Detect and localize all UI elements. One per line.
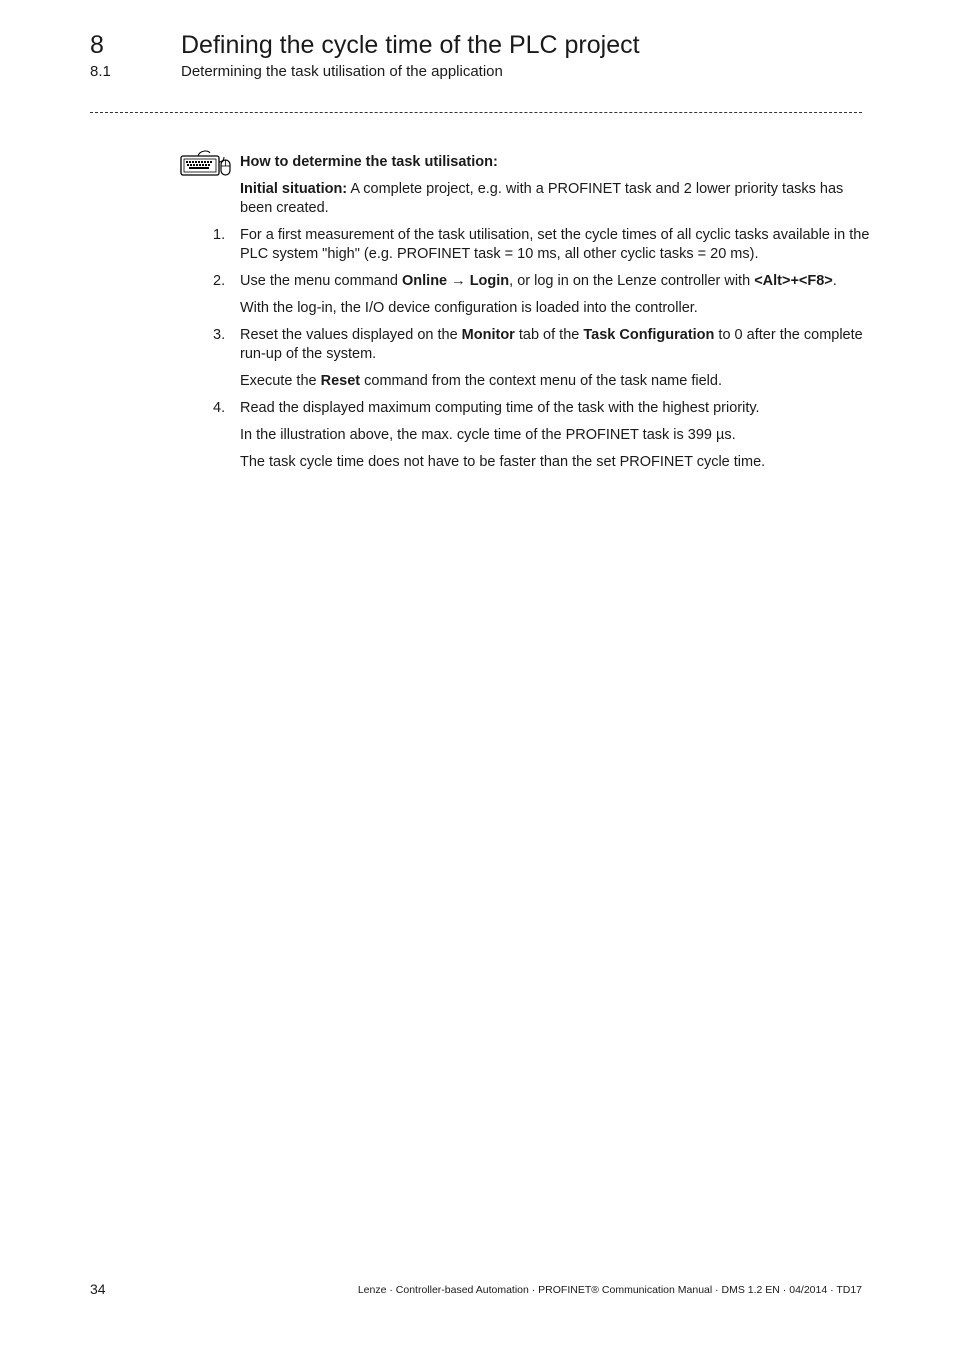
footer-doc-info: Lenze · Controller-based Automation · PROFINET® Communication Manual · DMS 1.2 EN · 04/2014 · TD17: [357, 1284, 862, 1296]
menu-arrow: →: [447, 273, 470, 289]
step-2-note: With the log-in, the I/O device configuration is loaded into the controller.: [240, 300, 698, 316]
step-text: Use the menu command: [240, 273, 402, 289]
step-1: [213, 226, 870, 264]
key-shortcut: <Alt>+<F8>: [754, 273, 833, 289]
step-number: 3.: [213, 327, 226, 343]
step-number: 1.: [213, 227, 226, 243]
initial-situation-label: Initial situation:: [240, 181, 348, 197]
initial-situation: [240, 180, 870, 218]
step-4-note-2: The task cycle time does not have to be faster than the set PROFINET cycle time.: [240, 454, 766, 470]
step-text: .: [832, 273, 837, 289]
initial-situation-text: A complete project, e.g. with a PROFINET task and 2 lower priority tasks has been created.: [240, 181, 844, 216]
step-text: , or log in on the Lenze controller with: [509, 273, 755, 289]
section-number: 8.1: [90, 63, 111, 80]
page-number: 34: [90, 1281, 106, 1297]
section-title: Determining the task utilisation of the application: [181, 63, 503, 80]
menu-login: Login: [469, 273, 510, 289]
step-text: Read the displayed maximum computing time of the task with the highest priority.: [240, 400, 760, 416]
reset-command-label: Reset: [320, 373, 361, 389]
step-3: [213, 326, 870, 364]
step-text: Reset the values displayed on the: [240, 327, 462, 343]
task-configuration-label: Task Configuration: [583, 327, 715, 343]
step-3-note: [240, 372, 870, 391]
step-text: command from the context menu of the task name field.: [360, 373, 722, 389]
step-2: [213, 272, 870, 291]
step-4: [213, 399, 870, 418]
instructions-heading: How to determine the task utilisation:: [240, 154, 498, 170]
header-divider: [90, 112, 862, 113]
menu-online: Online: [402, 273, 448, 289]
chapter-title: Defining the cycle time of the PLC project: [181, 31, 640, 59]
instructions-block: [213, 153, 870, 480]
step-text: tab of the: [514, 327, 584, 343]
step-number: 4.: [213, 400, 226, 416]
step-4-note-1: In the illustration above, the max. cycle time of the PROFINET task is 399 µs.: [240, 427, 736, 443]
chapter-number: 8: [90, 31, 104, 59]
step-number: 2.: [213, 273, 226, 289]
keyboard-mouse-icon: [180, 148, 234, 178]
step-text: For a first measurement of the task utilisation, set the cycle times of all cyclic tasks available in the PLC system "high" (e.g. PROFINET task = 10 ms, all other cyclic tasks = 20 ms).: [240, 227, 870, 262]
step-text: Execute the: [240, 373, 321, 389]
monitor-tab-label: Monitor: [461, 327, 515, 343]
step-text: to 0 after the complete run-up of the system.: [240, 327, 863, 362]
